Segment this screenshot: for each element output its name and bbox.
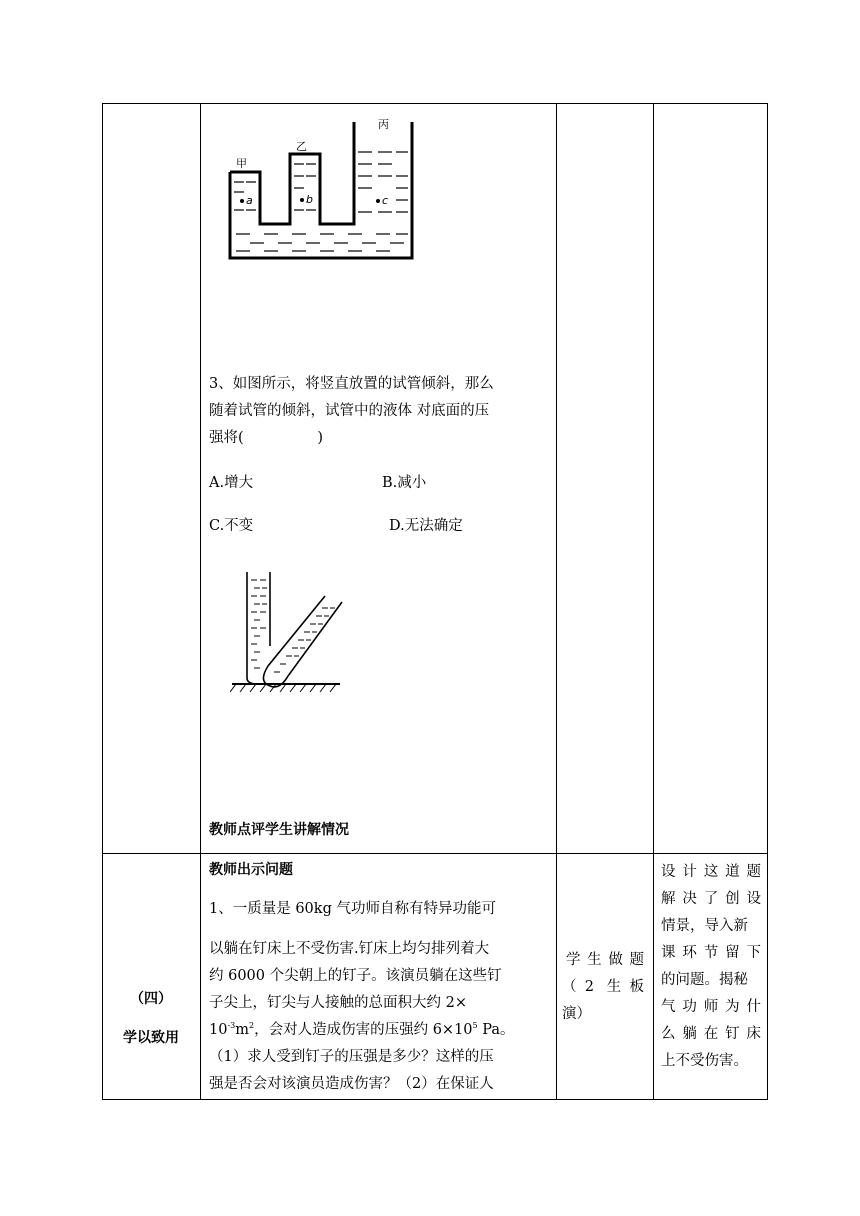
- stage-name: 学以致用: [123, 1030, 179, 1046]
- row-divider: [102, 853, 768, 854]
- column-divider-1: [200, 103, 201, 1100]
- test-tube-figure: [230, 566, 350, 694]
- label-yi: 乙: [296, 140, 307, 153]
- point-a-marker: [240, 199, 244, 203]
- label-bing: 丙: [378, 118, 389, 131]
- point-c-marker: [376, 199, 380, 203]
- exp-sup2: 2: [249, 1021, 255, 1031]
- student-activity-line3: 演）: [562, 1006, 591, 1022]
- q3-option-b: B.减小: [382, 475, 427, 491]
- design-intent-line4: 课环节留下: [661, 945, 761, 961]
- table-bottom-border: [102, 1099, 768, 1100]
- problem1-line1: 1、一质量是 60kg 气功师自称有特异功能可: [209, 901, 496, 917]
- design-intent-line3: 情景，导入新: [661, 918, 748, 934]
- design-intent-line8: 上不受伤害。: [661, 1053, 748, 1069]
- column-divider-3: [653, 103, 654, 1100]
- student-activity-line2: （2 生板: [562, 979, 644, 995]
- unit-m: m: [235, 1022, 249, 1038]
- point-b-marker: [300, 198, 304, 202]
- exp-sup3: 5: [472, 1021, 478, 1031]
- label-point-b: b: [306, 193, 313, 206]
- table-top-border: [102, 103, 768, 104]
- pressure-text: ，会对人造成伤害的压强约 6×10: [254, 1022, 473, 1038]
- q3-line3: 强将( ): [209, 430, 324, 446]
- label-point-c: c: [382, 194, 389, 207]
- problem1-line2: 以躺在钉床上不受伤害.钉床上均匀排列着大: [209, 941, 490, 957]
- q3-line2: 随着试管的倾斜，试管中的液体 对底面的压: [209, 403, 490, 419]
- design-intent-line5: 的问题。揭秘: [661, 972, 748, 988]
- design-intent-line6: 气功师为什: [661, 999, 761, 1015]
- exp-base: 10: [209, 1022, 228, 1038]
- label-jia: 甲: [236, 157, 247, 170]
- problem1-line7: 强是否会对该演员造成伤害？（2）在保证人: [209, 1076, 494, 1092]
- teacher-question-heading: 教师出示问题: [209, 862, 293, 878]
- q3-option-a: A.增大: [209, 475, 254, 491]
- column-divider-2: [556, 103, 557, 1100]
- connected-vessels-figure: [220, 112, 430, 264]
- table-right-border: [767, 103, 768, 1100]
- exp-sup1: -3: [227, 1021, 236, 1031]
- problem1-line3: 约 6000 个尖朝上的钉子。该演员躺在这些钉: [209, 968, 502, 984]
- table-left-border: [102, 103, 103, 1100]
- unit-pa: Pa。: [477, 1022, 515, 1038]
- student-activity-line1: 学生做题: [566, 952, 644, 968]
- design-intent-line2: 解决了创设: [661, 891, 761, 907]
- problem1-line6: （1）求人受到钉子的压强是多少？这样的压: [209, 1049, 494, 1065]
- design-intent-line7: 么躺在钉床: [661, 1026, 761, 1042]
- teacher-review-note: 教师点评学生讲解情况: [209, 822, 349, 838]
- stage-number: （四）: [130, 991, 172, 1007]
- design-intent-line1: 设计这道题: [661, 864, 761, 880]
- q3-option-c: C.不变: [209, 518, 254, 534]
- label-point-a: a: [246, 194, 253, 207]
- q3-option-d: D.无法确定: [389, 518, 463, 534]
- q3-line1: 3、如图所示，将竖直放置的试管倾斜，那么: [209, 376, 494, 392]
- problem1-line4: 子尖上，钉尖与人接触的总面积大约 2×: [209, 995, 467, 1011]
- problem1-line5: [209, 1017, 514, 1044]
